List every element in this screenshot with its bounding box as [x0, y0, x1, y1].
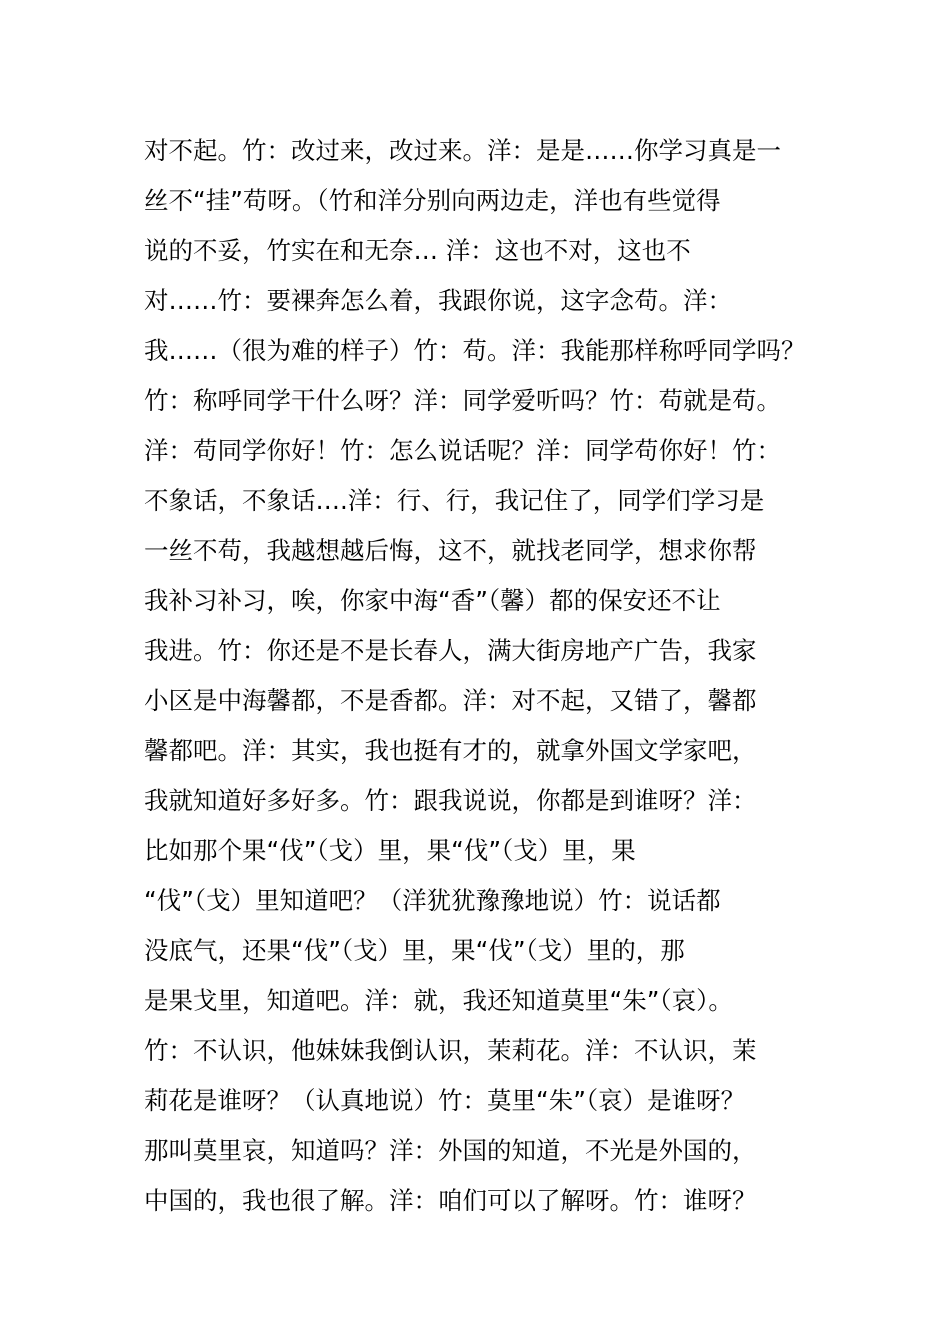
text-line: 小区是中海馨都，不是香都。洋：对不起，又错了，馨都: [144, 686, 757, 715]
text-line: 我进。竹：你还是不是长春人，满大街房地产广告，我家: [144, 636, 757, 665]
text-line: 那叫莫里哀，知道吗？洋：外国的知道，不光是外国的，: [144, 1136, 757, 1165]
text-line: 没底气，还果“伐”（戈）里，果“伐”（戈）里的，那: [144, 936, 685, 965]
text-line: 我……（很为难的样子）竹：苟。洋：我能那样称呼同学吗？: [144, 336, 806, 365]
text-line: 不象话，不象话….洋：行、行，我记住了，同学们学习是: [144, 486, 765, 515]
text-line: 对……竹：要裸奔怎么着，我跟你说，这字念苟。洋：: [144, 286, 732, 315]
document-body: [144, 126, 844, 1226]
text-line: 我就知道好多好多。竹：跟我说说，你都是到谁呀？洋：: [144, 786, 757, 815]
text-line: “伐”（戈）里知道吧？（洋犹犹豫豫地说）竹：说话都: [144, 886, 721, 915]
text-line: 是果戈里，知道吧。洋：就，我还知道莫里“朱”（哀）。: [144, 986, 733, 1015]
text-line: 中国的，我也很了解。洋：咱们可以了解呀。竹：谁呀？: [144, 1186, 757, 1215]
text-line: 竹：不认识，他妹妹我倒认识，茉莉花。洋：不认识，茉: [144, 1036, 757, 1065]
text-line: 比如那个果“伐”（戈）里，果“伐”（戈）里，果: [144, 836, 636, 865]
text-line: 我补习补习，唉，你家中海“香”（馨）都的保安还不让: [144, 586, 721, 615]
text-line: 莉花是谁呀？（认真地说）竹：莫里“朱”（哀）是谁呀？: [144, 1086, 746, 1115]
text-line: 馨都吧。洋：其实，我也挺有才的，就拿外国文学家吧，: [144, 736, 757, 765]
text-line: 洋：苟同学你好！竹：怎么说话呢？洋：同学苟你好！竹：: [144, 436, 781, 465]
text-line: 说的不妥，竹实在和无奈… 洋：这也不对，这也不: [144, 236, 691, 265]
text-line: 对不起。竹：改过来，改过来。洋：是是……你学习真是一: [144, 136, 781, 165]
text-line: 丝不“挂”苟呀。（竹和洋分别向两边走，洋也有些觉得: [144, 186, 721, 215]
text-line: 一丝不苟，我越想越后悔，这不，就找老同学，想求你帮: [144, 536, 757, 565]
text-line: 竹：称呼同学干什么呀？洋：同学爱听吗？竹：苟就是苟。: [144, 386, 781, 415]
